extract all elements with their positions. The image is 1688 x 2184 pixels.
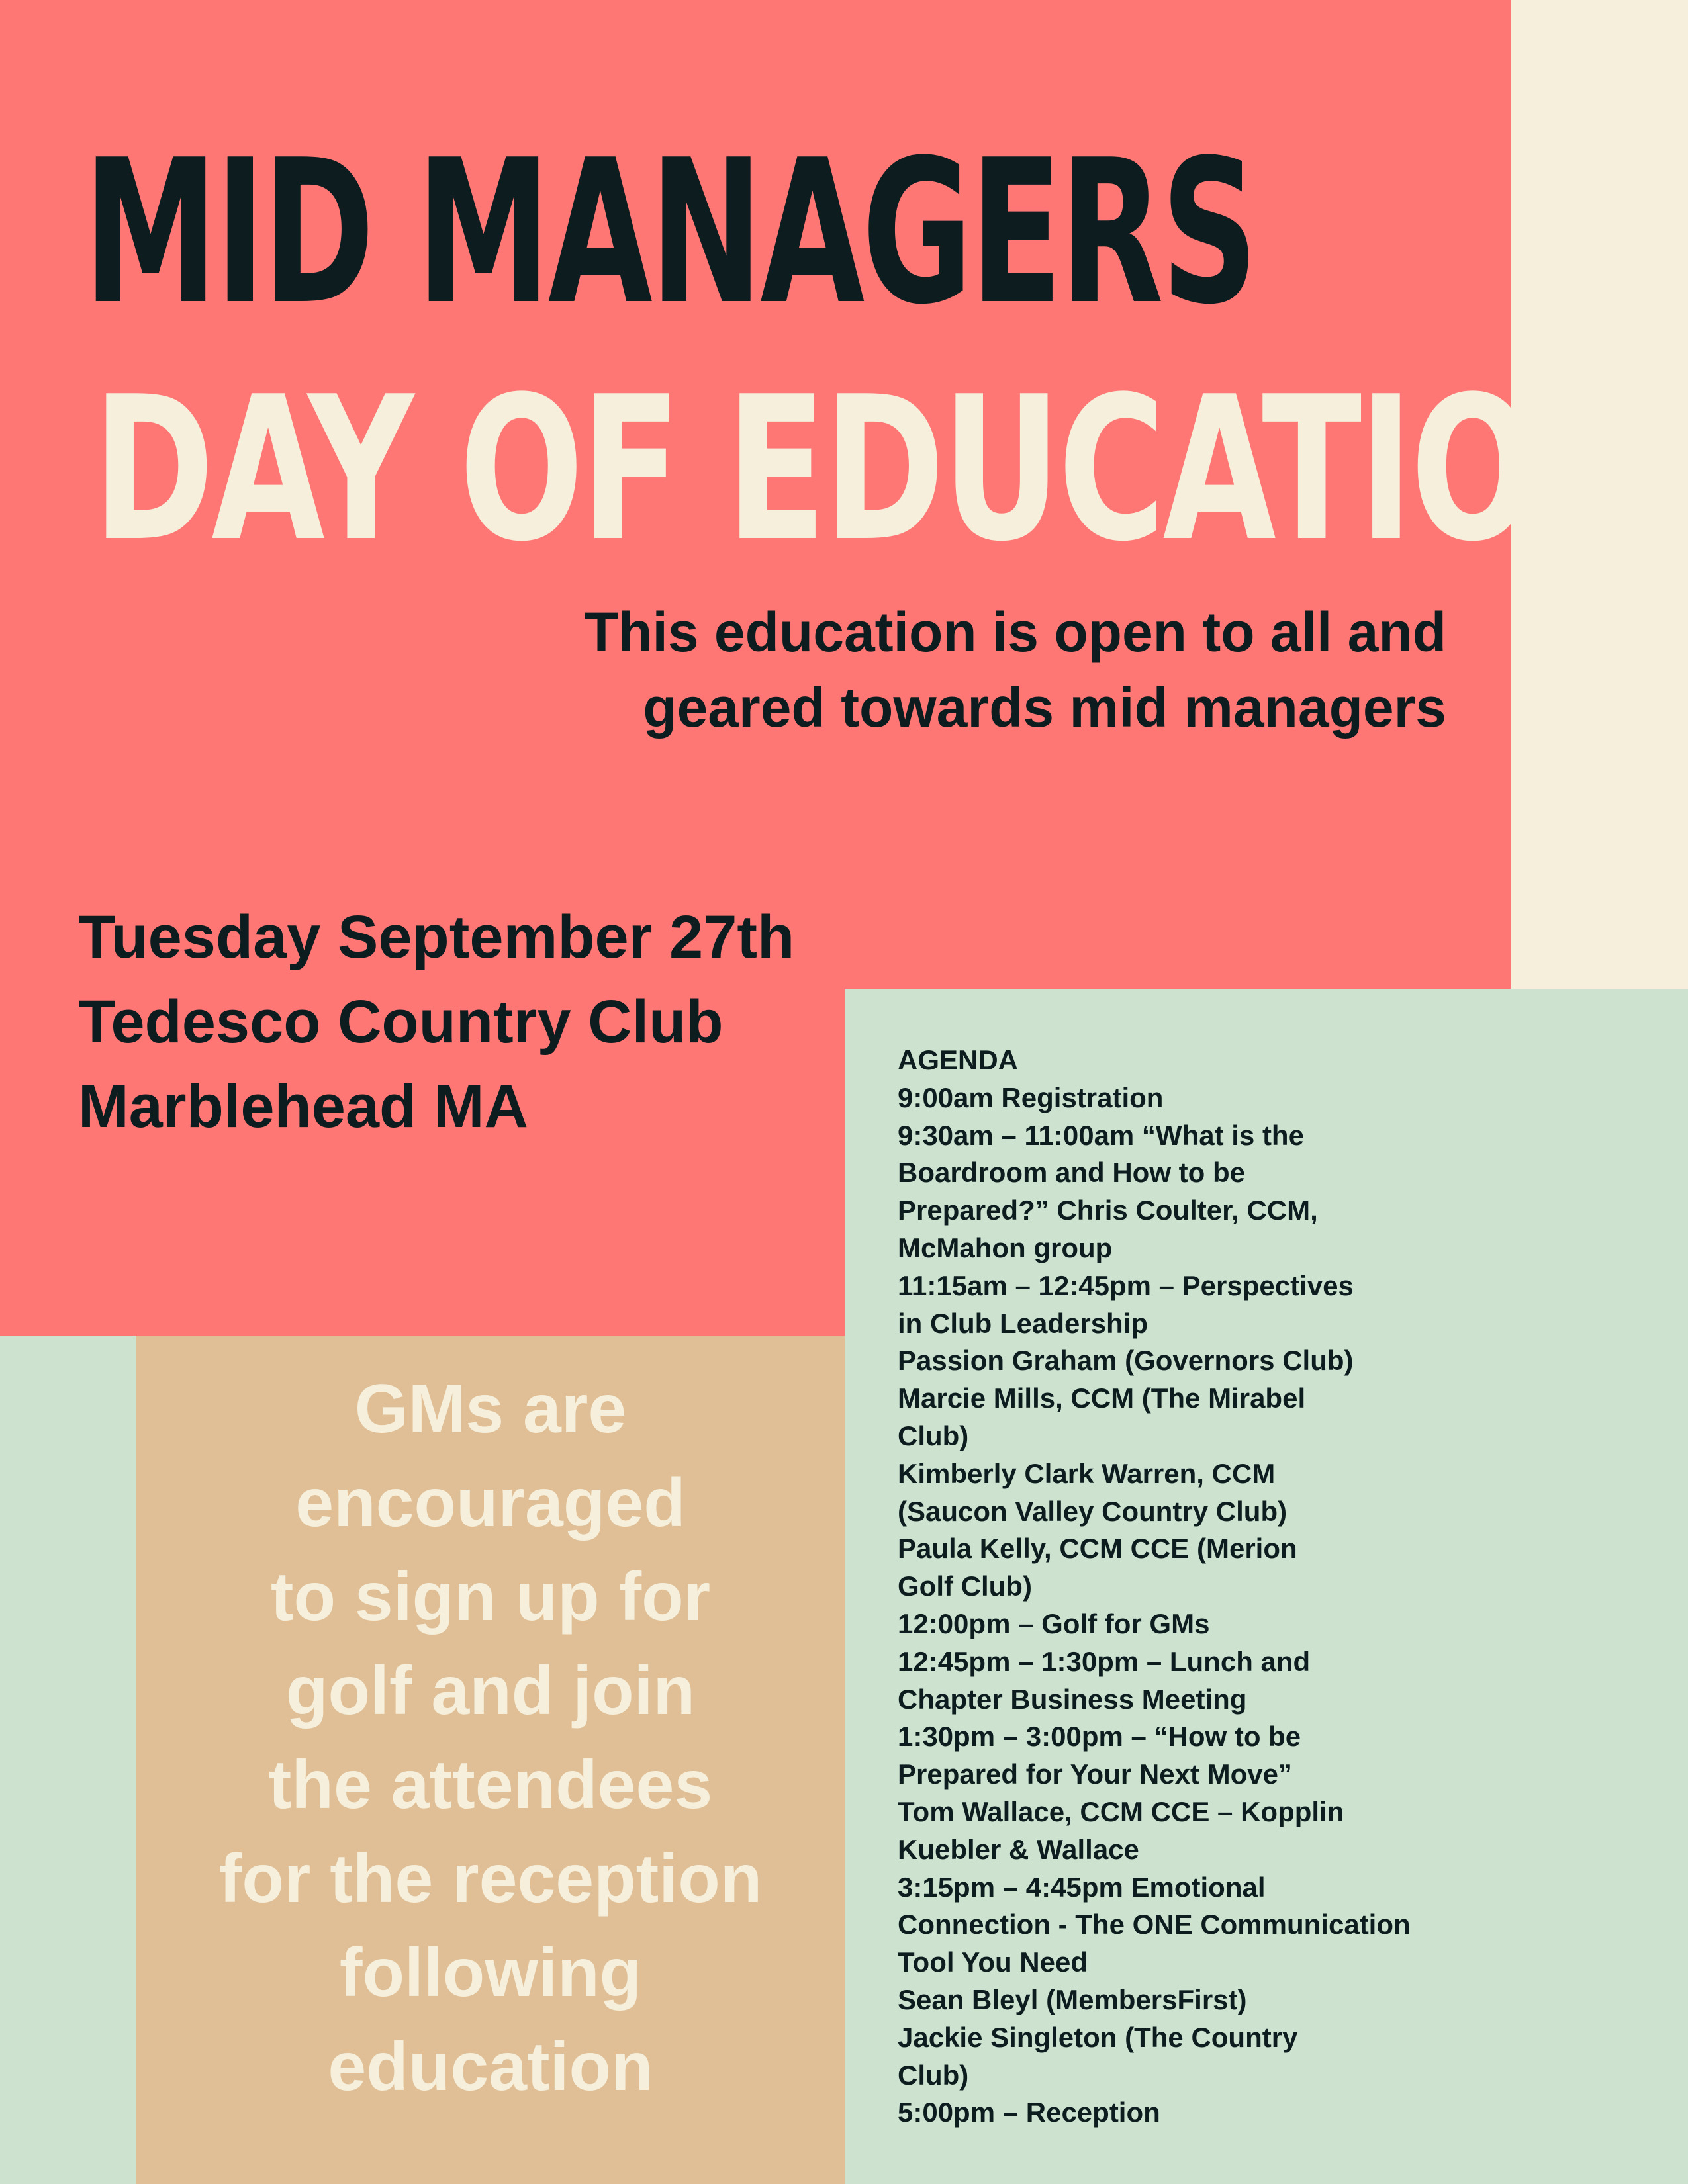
agenda-line: Chapter Business Meeting <box>898 1683 1247 1715</box>
agenda-line: Club) <box>898 1420 969 1451</box>
agenda-line: Tom Wallace, CCM CCE – Kopplin <box>898 1796 1344 1827</box>
subtitle-line-1: This education is open to all and <box>584 601 1446 663</box>
agenda-line: 12:45pm – 1:30pm – Lunch and <box>898 1645 1311 1677</box>
agenda-line: Golf Club) <box>898 1570 1032 1602</box>
agenda-line: 5:00pm – Reception <box>898 2097 1160 2128</box>
gm-note-line: following <box>339 1934 642 2011</box>
gm-note-line: to sign up for <box>270 1559 711 1635</box>
event-venue: Tedesco Country Club <box>78 988 724 1056</box>
agenda-line: Prepared for Your Next Move” <box>898 1758 1292 1790</box>
agenda-line: Paula Kelly, CCM CCE (Merion <box>898 1533 1297 1565</box>
agenda-line: McMahon group <box>898 1232 1113 1263</box>
gm-note-line: golf and join <box>285 1653 696 1729</box>
agenda-line: 11:15am – 12:45pm – Perspectives <box>898 1269 1354 1301</box>
agenda-line: in Club Leadership <box>898 1307 1149 1339</box>
agenda-line: Kuebler & Wallace <box>898 1833 1139 1865</box>
agenda-line: 9:30am – 11:00am “What is the <box>898 1119 1304 1151</box>
gm-note-line: the attendees <box>268 1747 713 1823</box>
agenda-line: Passion Graham (Governors Club) <box>898 1345 1354 1377</box>
agenda-line: Connection - The ONE Communication <box>898 1909 1411 1940</box>
event-info <box>78 895 839 1149</box>
agenda-line: Kimberly Clark Warren, CCM <box>898 1457 1276 1489</box>
gm-note-line: encouraged <box>295 1465 686 1541</box>
title-line-1: MID MANAGERS <box>83 117 1256 348</box>
agenda-line: 1:30pm – 3:00pm – “How to be <box>898 1721 1301 1752</box>
title-line-2: DAY OF EDUCATION <box>93 354 1652 585</box>
agenda-line: Marcie Mills, CCM (The Mirabel <box>898 1383 1306 1414</box>
agenda-heading: AGENDA <box>898 1044 1019 1075</box>
subtitle <box>453 594 1446 745</box>
agenda-line: (Saucon Valley Country Club) <box>898 1495 1288 1527</box>
event-location: Marblehead MA <box>78 1073 528 1140</box>
gm-note <box>136 1362 845 2114</box>
agenda-line: Club) <box>898 2059 969 2091</box>
agenda-line: 12:00pm – Golf for GMs <box>898 1608 1210 1639</box>
agenda-line: 9:00am Registration <box>898 1081 1164 1113</box>
mint-left-strip <box>0 1336 136 2184</box>
agenda-line: Boardroom and How to be <box>898 1157 1245 1189</box>
agenda-line: Sean Bleyl (MembersFirst) <box>898 1983 1247 2015</box>
agenda-list <box>898 1042 1659 2132</box>
event-date: Tuesday September 27th <box>78 903 795 971</box>
gm-note-line: for the reception <box>218 1841 763 1917</box>
agenda-line: Jackie Singleton (The Country <box>898 2021 1298 2053</box>
agenda-line: Tool You Need <box>898 1946 1088 1978</box>
gm-note-line: education <box>328 2028 653 2105</box>
agenda-line: 3:15pm – 4:45pm Emotional <box>898 1871 1266 1903</box>
subtitle-line-2: geared towards mid managers <box>643 676 1446 739</box>
agenda-line: Prepared?” Chris Coulter, CCM, <box>898 1195 1318 1226</box>
gm-note-line: GMs are <box>354 1371 627 1447</box>
